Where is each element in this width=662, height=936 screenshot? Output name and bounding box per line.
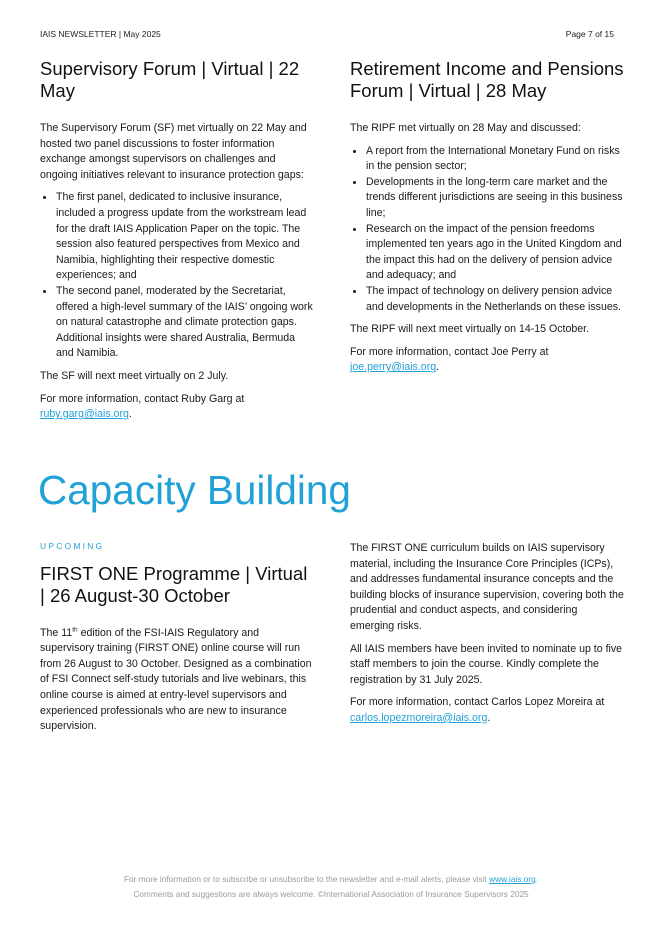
list-item: • The second panel, moderated by the Secretariat, offered a high-level summary of the IAIS’ ongoing work on natural catastrophe and climate protection gaps. Additional insights were shared Australia, Bermuda and Namibia.	[55, 284, 314, 362]
ripf-heading: Retirement Income and Pensions Forum | Virtual | 28 May	[350, 58, 624, 101]
first-one-contact	[350, 695, 624, 726]
supervisory-forum-contact	[40, 392, 314, 423]
contact-text: For more information, contact Carlos Lopez Moreira at	[350, 696, 605, 709]
page-number: Page 7 of 15	[565, 29, 614, 39]
list-item: • The first panel, dedicated to inclusive insurance, included a progress update from the workstream lead for the draft IAIS Application Paper on the topic. The session also featured perspectives from Mexico and Namibia, highlighting their respective domestic experiences; and	[55, 190, 314, 284]
list-item: • The impact of technology on delivery pension advice and developments in the Netherlands on these issues.	[365, 284, 624, 315]
capacity-building-section-title: Capacity Building	[38, 467, 351, 513]
ordinal-suffix: th	[72, 626, 78, 634]
ripf-article	[350, 58, 624, 383]
carlos-lopez-moreira-email-link[interactable]: carlos.lopezmoreira@iais.org	[350, 711, 488, 724]
contact-text: For more information, contact Joe Perry at	[350, 345, 549, 358]
list-item: • A report from the International Monetary Fund on risks in the pension sector;	[365, 144, 624, 175]
supervisory-forum-intro: The Supervisory Forum (SF) met virtually on 22 May and hosted two panel discussions to foster information exchange amongst supervisors on challenges and ongoing initiatives relevant to insurance protection gaps:	[40, 122, 307, 181]
supervisory-forum-next-meeting: The SF will next meet virtually on 2 July.	[40, 369, 229, 382]
text-fragment: edition of the FSI-IAIS Regulatory and supervisory training (FIRST ONE) online course will run from 26 August to 30 October. Designed as a combination of FSI Connect self-study tutorials and live webinars, this online course is aimed at entry-level supervisors and experienced professionals who are new to insurance supervision.	[40, 626, 312, 733]
first-one-details	[350, 541, 624, 734]
list-item: • Research on the impact of the pension freedoms implemented ten years ago in the United Kingdom and the impact this had on the delivery of pension advice and adequacy; and	[365, 222, 624, 284]
contact-text: For more information, contact Ruby Garg at	[40, 392, 245, 405]
footer-text: For more information or to subscribe or unsubscribe to the newsletter and e-mail alerts, please visit	[123, 874, 487, 884]
first-one-heading: FIRST ONE Programme | Virtual | 26 August-30 October	[40, 562, 308, 606]
list-item: • Developments in the long-term care market and the trends different jurisdictions are seeing in this business line;	[365, 175, 624, 222]
punctuation: .	[128, 408, 132, 421]
punctuation: .	[436, 361, 440, 374]
supervisory-forum-heading: Supervisory Forum | Virtual | 22 May	[40, 58, 300, 101]
joe-perry-email-link[interactable]: joe.perry@iais.org	[350, 361, 437, 374]
ripf-intro: The RIPF met virtually on 28 May and discussed:	[350, 122, 581, 134]
upcoming-label: UPCOMING	[40, 541, 105, 551]
newsletter-header-title: IAIS NEWSLETTER | May 2025	[40, 29, 161, 39]
footer-copyright: Comments and suggestions are always welcome. ©International Association of Insurance Supervisors 2025	[133, 889, 529, 899]
punctuation: .	[535, 874, 539, 884]
ripf-contact	[350, 345, 624, 376]
first-one-curriculum: The FIRST ONE curriculum builds on IAIS supervisory material, including the Insurance Core Principles (ICPs), and addresses fundamental insurance concepts and the building blocks of insurance supervision, covering both the prudential and conduct aspects, and considering emerging risks.	[350, 542, 624, 632]
iais-website-link[interactable]: www.iais.org	[489, 874, 536, 884]
punctuation: .	[487, 711, 491, 724]
first-one-article	[40, 539, 314, 742]
supervisory-forum-article	[40, 58, 314, 430]
supervisory-forum-bullets	[40, 190, 314, 362]
first-one-registration: All IAIS members have been invited to nominate up to five staff members to join the course. Kindly complete the registration by 31 July 2025.	[350, 642, 623, 686]
first-one-description	[40, 626, 314, 735]
ripf-bullets	[350, 144, 624, 316]
text-fragment: The 11	[40, 626, 73, 639]
ripf-next-meeting: The RIPF will next meet virtually on 14-15 October.	[350, 323, 590, 336]
ruby-garg-email-link[interactable]: ruby.garg@iais.org	[40, 408, 129, 421]
